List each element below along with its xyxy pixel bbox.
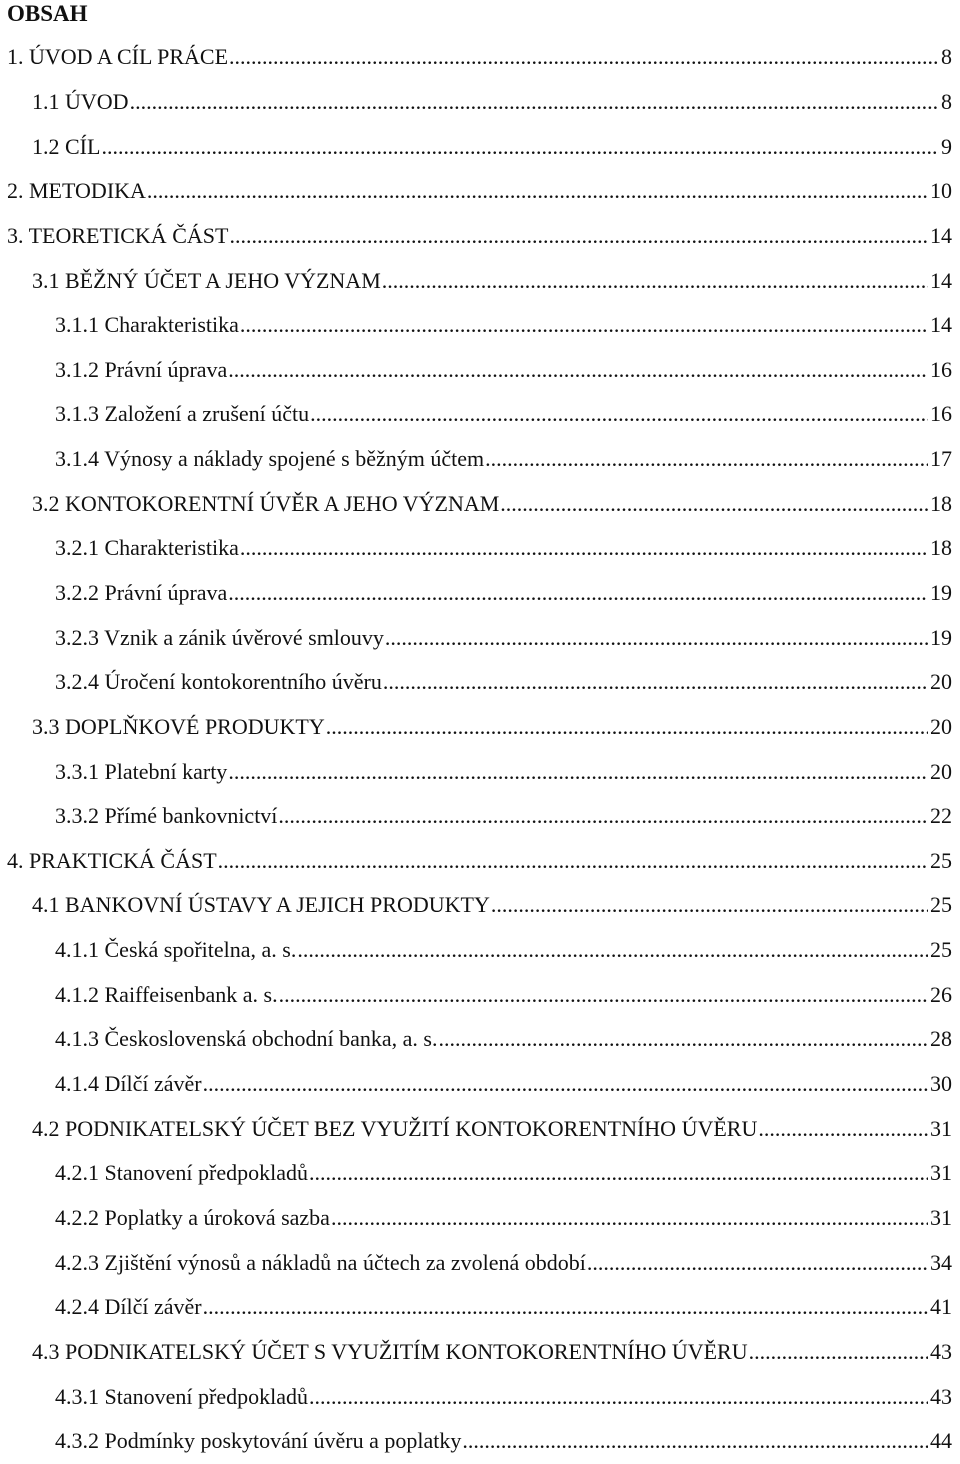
dot-leader bbox=[382, 268, 928, 294]
dot-leader bbox=[500, 491, 928, 517]
toc-entry-title: 4. PRAKTICKÁ ČÁST bbox=[7, 847, 217, 873]
toc-entry-page: 18 bbox=[930, 535, 952, 561]
toc-entry[interactable] bbox=[0, 1240, 960, 1285]
toc-entry-page: 14 bbox=[930, 312, 952, 338]
toc-entry-page: 14 bbox=[930, 267, 952, 293]
toc-list bbox=[0, 35, 960, 1464]
dot-leader bbox=[758, 1116, 928, 1142]
toc-entry[interactable] bbox=[0, 660, 960, 705]
toc-entry-page: 20 bbox=[930, 669, 952, 695]
toc-entry[interactable] bbox=[0, 437, 960, 482]
toc-entry-page: 20 bbox=[930, 713, 952, 739]
toc-entry[interactable] bbox=[0, 749, 960, 794]
toc-entry-page: 30 bbox=[930, 1071, 952, 1097]
toc-entry[interactable] bbox=[0, 124, 960, 169]
toc-entry-title: 3.3 DOPLŇKOVÉ PRODUKTY bbox=[32, 713, 325, 739]
dot-leader bbox=[385, 625, 928, 651]
toc-entry-page: 9 bbox=[941, 133, 952, 159]
toc-entry-title: 4.3.2 Podmínky poskytování úvěru a poplatky bbox=[55, 1428, 462, 1454]
toc-entry-title: 1.1 ÚVOD bbox=[32, 88, 129, 114]
toc-entry-title: 4.1 BANKOVNÍ ÚSTAVY A JEJICH PRODUKTY bbox=[32, 892, 490, 918]
toc-entry-page: 8 bbox=[941, 88, 952, 114]
toc-entry-title: 4.1.1 Česká spořitelna, a. s. bbox=[55, 937, 297, 963]
toc-entry-title: 4.2.1 Stanovení předpokladů bbox=[55, 1160, 308, 1186]
dot-leader bbox=[240, 535, 928, 561]
toc-entry-page: 20 bbox=[930, 758, 952, 784]
toc-entry-page: 25 bbox=[930, 937, 952, 963]
dot-leader bbox=[279, 982, 928, 1008]
toc-entry[interactable] bbox=[0, 1017, 960, 1062]
toc-entry[interactable] bbox=[0, 169, 960, 214]
dot-leader bbox=[147, 178, 928, 204]
toc-entry-title: 3.1.2 Právní úprava bbox=[55, 356, 228, 382]
toc-entry[interactable] bbox=[0, 258, 960, 303]
toc-entry-page: 26 bbox=[930, 981, 952, 1007]
toc-entry-page: 16 bbox=[930, 356, 952, 382]
toc-entry-page: 16 bbox=[930, 401, 952, 427]
toc-entry-title: 3.1 BĚŽNÝ ÚČET A JEHO VÝZNAM bbox=[32, 267, 381, 293]
toc-entry-title: 4.1.3 Československá obchodní banka, a. s. bbox=[55, 1026, 438, 1052]
toc-entry[interactable] bbox=[0, 839, 960, 884]
toc-entry[interactable] bbox=[0, 615, 960, 660]
dot-leader bbox=[309, 1384, 928, 1410]
dot-leader bbox=[203, 1071, 928, 1097]
dot-leader bbox=[383, 669, 928, 695]
dot-leader bbox=[310, 401, 928, 427]
toc-entry-page: 31 bbox=[930, 1160, 952, 1186]
toc-entry-title: 4.2.4 Dílčí závěr bbox=[55, 1294, 202, 1320]
toc-entry[interactable] bbox=[0, 571, 960, 616]
toc-entry-page: 10 bbox=[930, 178, 952, 204]
toc-entry[interactable] bbox=[0, 1062, 960, 1107]
toc-entry-page: 8 bbox=[941, 44, 952, 70]
toc-entry-page: 28 bbox=[930, 1026, 952, 1052]
toc-entry-page: 18 bbox=[930, 490, 952, 516]
toc-entry-title: 4.1.2 Raiffeisenbank a. s. bbox=[55, 981, 278, 1007]
dot-leader bbox=[228, 357, 928, 383]
dot-leader bbox=[331, 1205, 928, 1231]
toc-entry-page: 43 bbox=[930, 1383, 952, 1409]
toc-entry-title: 3.2.3 Vznik a zánik úvěrové smlouvy bbox=[55, 624, 384, 650]
toc-entry[interactable] bbox=[0, 35, 960, 80]
dot-leader bbox=[218, 848, 928, 874]
toc-entry-page: 31 bbox=[930, 1115, 952, 1141]
toc-entry-title: 2. METODIKA bbox=[7, 178, 146, 204]
dot-leader bbox=[309, 1160, 928, 1186]
toc-entry[interactable] bbox=[0, 214, 960, 259]
toc-entry-title: 3.2.2 Právní úprava bbox=[55, 580, 228, 605]
toc-entry[interactable] bbox=[0, 303, 960, 348]
toc-entry[interactable] bbox=[0, 392, 960, 437]
toc-entry-page: 17 bbox=[930, 446, 952, 472]
toc-entry-page: 44 bbox=[930, 1428, 952, 1454]
toc-entry[interactable] bbox=[0, 1285, 960, 1330]
toc-entry-title: 3.1.4 Výnosy a náklady spojené s běžným účtem bbox=[55, 446, 485, 472]
toc-entry-title: 4.1.4 Dílčí závěr bbox=[55, 1071, 202, 1097]
dot-leader bbox=[491, 892, 928, 918]
toc-entry-page: 34 bbox=[930, 1249, 952, 1275]
toc-entry-title: 3.1.3 Založení a zrušení účtu bbox=[55, 401, 310, 427]
dot-leader bbox=[229, 44, 939, 70]
toc-entry[interactable] bbox=[0, 1196, 960, 1241]
toc-entry-page: 22 bbox=[930, 803, 952, 829]
dot-leader bbox=[462, 1428, 928, 1454]
toc-entry-title: 4.2.3 Zjištění výnosů a nákladů na účtech za zvolená období bbox=[55, 1249, 586, 1275]
dot-leader bbox=[130, 89, 939, 115]
toc-entry-page: 25 bbox=[930, 847, 952, 873]
toc-entry[interactable] bbox=[0, 972, 960, 1017]
toc-entry[interactable] bbox=[0, 1374, 960, 1419]
toc-entry-title: 3.2 KONTOKORENTNÍ ÚVĚR A JEHO VÝZNAM bbox=[32, 490, 500, 516]
toc-entry-title: 4.2 PODNIKATELSKÝ ÚČET BEZ VYUŽITÍ KONTOKORENTNÍHO ÚVĚRU bbox=[32, 1115, 758, 1141]
toc-entry-page: 31 bbox=[930, 1204, 952, 1230]
toc-entry-title: 3.2.4 Úročení kontokorentního úvěru bbox=[55, 669, 382, 695]
dot-leader bbox=[439, 1026, 929, 1052]
toc-entry-title: 4.2.2 Poplatky a úroková sazba bbox=[55, 1204, 330, 1230]
toc-entry[interactable] bbox=[0, 883, 960, 928]
toc-entry[interactable] bbox=[0, 1330, 960, 1375]
dot-leader bbox=[587, 1250, 928, 1276]
toc-entry[interactable] bbox=[0, 1151, 960, 1196]
toc-entry-title: 3.3.2 Přímé bankovnictví bbox=[55, 803, 278, 829]
toc-entry[interactable] bbox=[0, 1419, 960, 1464]
toc-entry-title: 4.3.1 Stanovení předpokladů bbox=[55, 1383, 308, 1409]
toc-entry[interactable] bbox=[0, 80, 960, 125]
toc-entry-page: 41 bbox=[930, 1294, 952, 1320]
toc-entry-title: 3.2.1 Charakteristika bbox=[55, 535, 239, 561]
dot-leader bbox=[749, 1339, 928, 1365]
dot-leader bbox=[101, 134, 939, 160]
toc-entry-title: 3.1.1 Charakteristika bbox=[55, 312, 239, 338]
toc-entry-title: 4.3 PODNIKATELSKÝ ÚČET S VYUŽITÍM KONTOKORENTNÍHO ÚVĚRU bbox=[32, 1338, 748, 1364]
dot-leader bbox=[203, 1294, 928, 1320]
toc-entry-title: 1.2 CÍL bbox=[32, 133, 101, 159]
toc-entry[interactable] bbox=[0, 481, 960, 526]
dot-leader bbox=[229, 223, 928, 249]
toc-entry[interactable] bbox=[0, 347, 960, 392]
dot-leader bbox=[326, 714, 928, 740]
toc-entry-page: 19 bbox=[930, 624, 952, 650]
toc-entry-page: 25 bbox=[930, 892, 952, 918]
toc-entry-page: 14 bbox=[930, 222, 952, 248]
toc-entry-page: 19 bbox=[930, 580, 952, 605]
toc-entry[interactable] bbox=[0, 794, 960, 839]
toc-entry-title: 1. ÚVOD A CÍL PRÁCE bbox=[7, 44, 229, 70]
dot-leader bbox=[297, 937, 928, 963]
dot-leader bbox=[228, 759, 928, 785]
dot-leader bbox=[240, 312, 928, 338]
toc-heading: OBSAH bbox=[7, 1, 88, 26]
toc-entry[interactable] bbox=[0, 526, 960, 571]
toc-entry-page: 43 bbox=[930, 1338, 952, 1364]
dot-leader bbox=[278, 803, 928, 829]
toc-entry[interactable] bbox=[0, 928, 960, 973]
toc-entry-title: 3.3.1 Platební karty bbox=[55, 758, 228, 784]
toc-entry-title: 3. TEORETICKÁ ČÁST bbox=[7, 222, 229, 248]
toc-entry[interactable] bbox=[0, 1106, 960, 1151]
dot-leader bbox=[228, 580, 928, 606]
toc-entry[interactable] bbox=[0, 705, 960, 750]
dot-leader bbox=[485, 446, 928, 472]
